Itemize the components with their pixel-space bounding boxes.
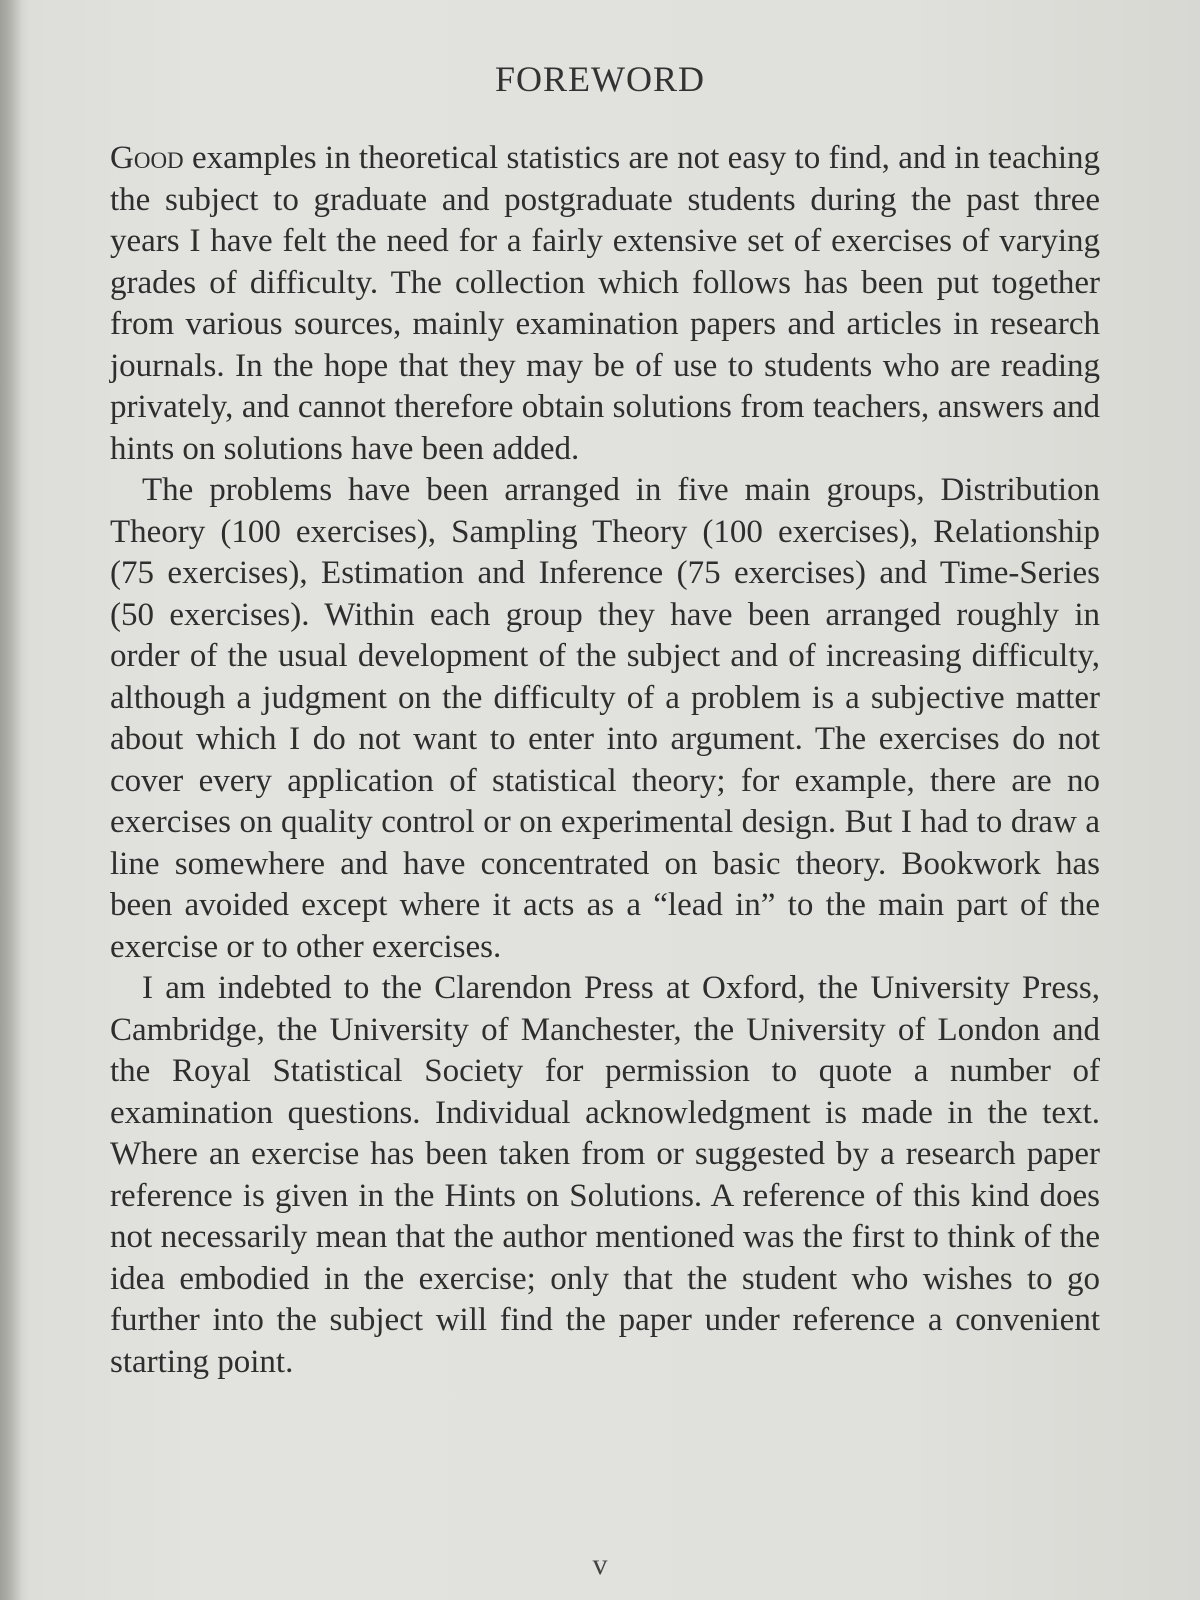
paragraph-3: I am indebted to the Clarendon Press at Oxford, the University Press, Cambridge, the University of Manchester, the University of London and the Royal Statistical Society for permission to quote a number of examination questions. Individual acknowledgment is made in the text. Where an exercise has been taken from or suggested by a research paper reference is given in the Hints on Solutions. A reference of this kind does not necessarily mean that the author mentioned was the first to think of the idea embodied in the exercise; only that the student who wishes to go further into the subject will find the paper under reference a convenient starting point. bbox=[110, 970, 1100, 1380]
foreword-body bbox=[110, 138, 1100, 1383]
paragraph-2: The problems have been arranged in five main groups, Distribution Theory (100 exercises), Sampling Theory (100 exercises), Relationship (75 exercises), Estimation and Inference (75 exercises) and Time-Series (50 exercises). Within each group they have been arranged roughly in order of the usual development of the subject and of increasing difficulty, although a judgment on the difficulty of a problem is a subjective matter about which I do not want to enter into argument. The exercises do not cover every application of statistical theory; for example, there are no exercises on quality control or on experimental design. But I had to draw a line somewhere and have concentrated on basic theory. Bookwork has been avoided except where it acts as a “lead in” to the main part of the exercise or to other exercises. bbox=[110, 472, 1100, 965]
spine-shadow bbox=[0, 0, 22, 1600]
paragraph-1 bbox=[110, 138, 1100, 470]
page-number: v bbox=[592, 1548, 608, 1581]
paragraph-1-text: examples in theoretical statistics are not easy to find, and in teaching the subject to graduate and postgraduate students during the past three years I have felt the need for a fairly extensive set of exercises of varying grades of difficulty. The collection which follows has been put together from various sources, mainly examination papers and articles in research journals. In the hope that they may be of use to students who are reading privately, and cannot therefore obtain solutions from teachers, answers and hints on solutions have been added. bbox=[110, 140, 1100, 467]
drop-word: Good bbox=[110, 140, 184, 176]
page-heading: FOREWORD bbox=[494, 59, 705, 99]
